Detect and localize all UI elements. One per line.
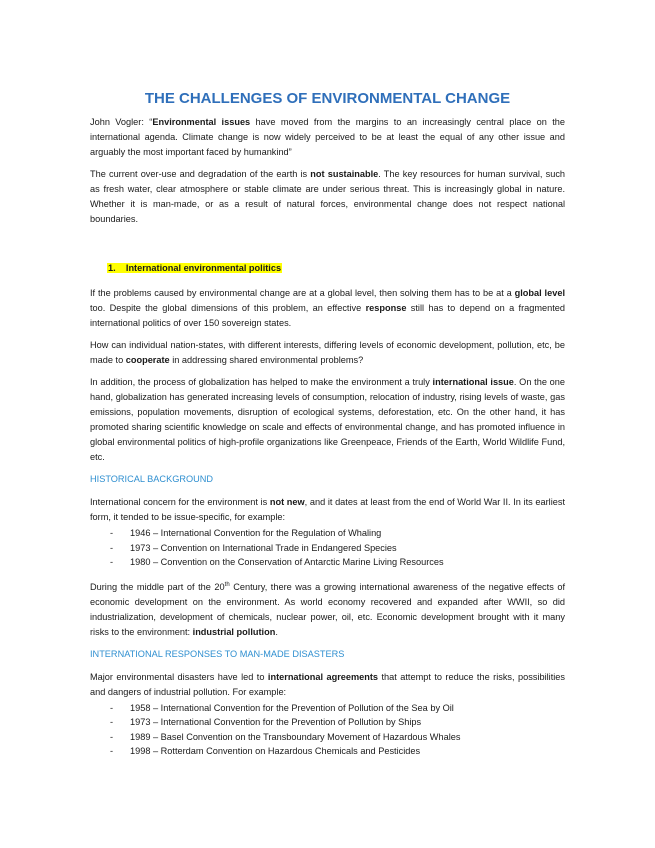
global-level-paragraph: If the problems caused by environmental change are at a global level, then solving them has to be at a global level too. Despite the global dimensions of this problem, an effective response still has to depend on a fragmented international politics of over 150 sovereign states.	[90, 288, 565, 328]
section-heading: 1. International environmental politics	[108, 263, 282, 273]
list-item: - 1989 – Basel Convention on the Transboundary Movement of Hazardous Whales	[110, 731, 461, 742]
responses-paragraph: Major environmental disasters have led to international agreements that attempt to reduce the risks, possibilities and dangers of industrial pollution. For example:	[90, 671, 565, 697]
historical-paragraph: International concern for the environment is not new, and it dates at least from the end of World War II. In its earliest form, it tended to be issue-specific, for example:	[90, 497, 565, 522]
list-item: - 1998 – Rotterdam Convention on Hazardous Chemicals and Pesticides	[110, 746, 421, 756]
historical-background-heading: HISTORICAL BACKGROUND	[90, 474, 214, 484]
globalization-paragraph: In addition, the process of globalization has helped to make the environment a truly international issue. On the one hand, globalization has generated increasing levels of consumption, relocation of industry, rising levels of waste, gas emissions, population movements, disruption of ecological systems, deforestation, etc. On the other hand, it has promoted sharing scientific knowledge on scale and effects of environmental change, and has promoted influence in global environmental politics of high-profile organizations like Greenpeace, Friends of the Earth, World Wildlife Fund, etc.	[90, 377, 565, 462]
list-item: - 1973 – Convention on International Trade in Endangered Species	[110, 542, 397, 553]
historical-list	[90, 526, 565, 570]
list-item: - 1946 – International Convention for the Regulation of Whaling	[110, 528, 382, 538]
list-item: - 1980 – Convention on the Conservation of Antarctic Marine Living Resources	[110, 557, 444, 567]
list-item: - 1958 – International Convention for the Prevention of Pollution of the Sea by Oil	[110, 702, 454, 713]
intro-quote-paragraph: John Vogler: “Environmental issues have moved from the margins to an increasingly central place on the international agenda. Climate change is now widely perceived to be at least the equal of any other issue and arguably the most important faced by humankind”	[90, 117, 565, 157]
cooperate-paragraph: How can individual nation-states, with different interests, differing levels of economic development, pollution, etc, be made to cooperate in addressing shared environmental problems?	[90, 340, 565, 365]
document-page	[90, 90, 565, 769]
responses-list	[90, 701, 565, 759]
intro-sustainability-paragraph: The current over-use and degradation of the earth is not sustainable. The key resources for human survival, such as fresh water, clear atmosphere or stable climate are under serious threat. This is increasingly global in nature. Whether it is man-made, or as a result of natural forces, environmental change does not respect national boundaries.	[90, 169, 566, 224]
international-responses-heading: INTERNATIONAL RESPONSES TO MAN-MADE DISASTERS	[90, 648, 345, 659]
page-title: THE CHALLENGES OF ENVIRONMENTAL CHANGE	[144, 90, 511, 107]
list-item: - 1973 – International Convention for the Prevention of Pollution by Ships	[110, 717, 422, 727]
industrial-pollution-paragraph: During the middle part of the 20th Century, there was a growing international awareness of the negative effects of economic development on the environment. As world economy recovered and expanded after WWII, so did industrialization, development of chemicals, nuclear power, oil, etc. Economic development brought with it many risks to the environment: industrial pollution.	[90, 581, 566, 637]
